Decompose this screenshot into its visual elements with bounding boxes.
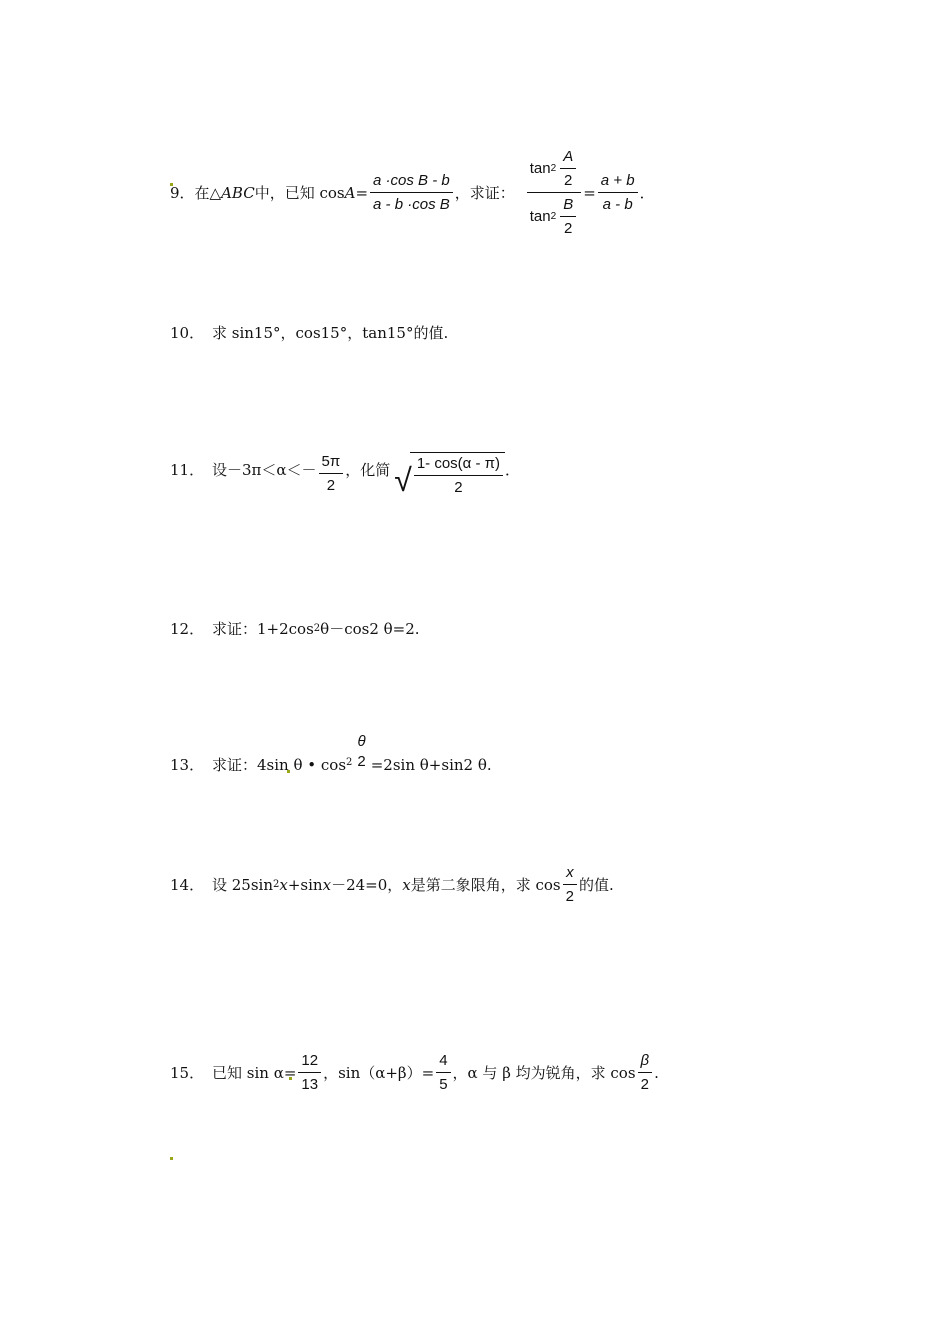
problem-11: 11． 设－3π＜α＜－ $\frac{5\pi}{2}$ ，化简 √ $\frac{1- \cos(\alpha - \pi)}{2}$ ． — [170, 452, 521, 498]
problem-number: 10． — [170, 324, 205, 342]
fraction: $\frac{12}{13}$ — [298, 1052, 321, 1093]
problem-14: 14． 设 25sin 2 x +sin x －24=0， x 是第二象限角，求 cos $\frac{x}{2}$ 的值. — [170, 864, 614, 905]
fraction: $\frac{5\pi}{2}$ — [319, 453, 344, 494]
problem-15: 15． 已知 sin α= $\frac{12}{13}$ ，sin（α+β）= $\frac{4}{5}$ ，α 与 β 均为锐角，求 cos $\frac{\beta}{2}$ . — [170, 1052, 659, 1093]
problem-number: 13． — [170, 756, 205, 774]
problem-12: 12． 求证：1+2cos 2 θ－cos2 θ=2. — [170, 620, 420, 638]
problem-9: 9． 在△ ABC 中，已知 cos A = $\frac{\text{a ·cos B - b}}{\text{a - b ·cos B}}$ ，求证： tan 2 $\frac{A}{2}$ tan 2 $\frac{B}{2}$ = $\frac{a + b}{a - b}$ ． — [170, 148, 655, 237]
fraction: $\frac{\beta}{2}$ — [638, 1052, 653, 1093]
tan-ratio-fraction: tan 2 $\frac{A}{2}$ tan 2 $\frac{B}{2}$ — [527, 148, 581, 237]
fraction: $\frac{a + b}{a - b}$ — [598, 172, 638, 213]
fraction: $\frac{x}{2}$ — [563, 864, 577, 905]
problem-number: 15． — [170, 1064, 205, 1082]
fraction: $\frac{4}{5}$ — [436, 1052, 450, 1093]
square-root: √ $\frac{1- \cos(\alpha - \pi)}{2}$ — [394, 452, 505, 496]
problem-number: 11． — [170, 460, 205, 479]
problem-13: 13． 求证：4sin θ • cos 2 θ 2 =2sin θ+sin2 θ. — [170, 733, 492, 774]
radical-sign-icon: √ — [394, 462, 412, 498]
problem-number: 9． — [170, 184, 195, 202]
problem-number: 12． — [170, 620, 205, 638]
fraction: θ 2 — [357, 733, 366, 770]
fraction: $\frac{\text{a ·cos B - b}}{\text{a - b ·cos B}}$ — [370, 172, 453, 213]
problem-number: 14． — [170, 876, 205, 894]
marker-dot — [170, 1157, 173, 1160]
problem-10: 10． 求 sin15°，cos15°，tan15°的值. — [170, 324, 449, 342]
